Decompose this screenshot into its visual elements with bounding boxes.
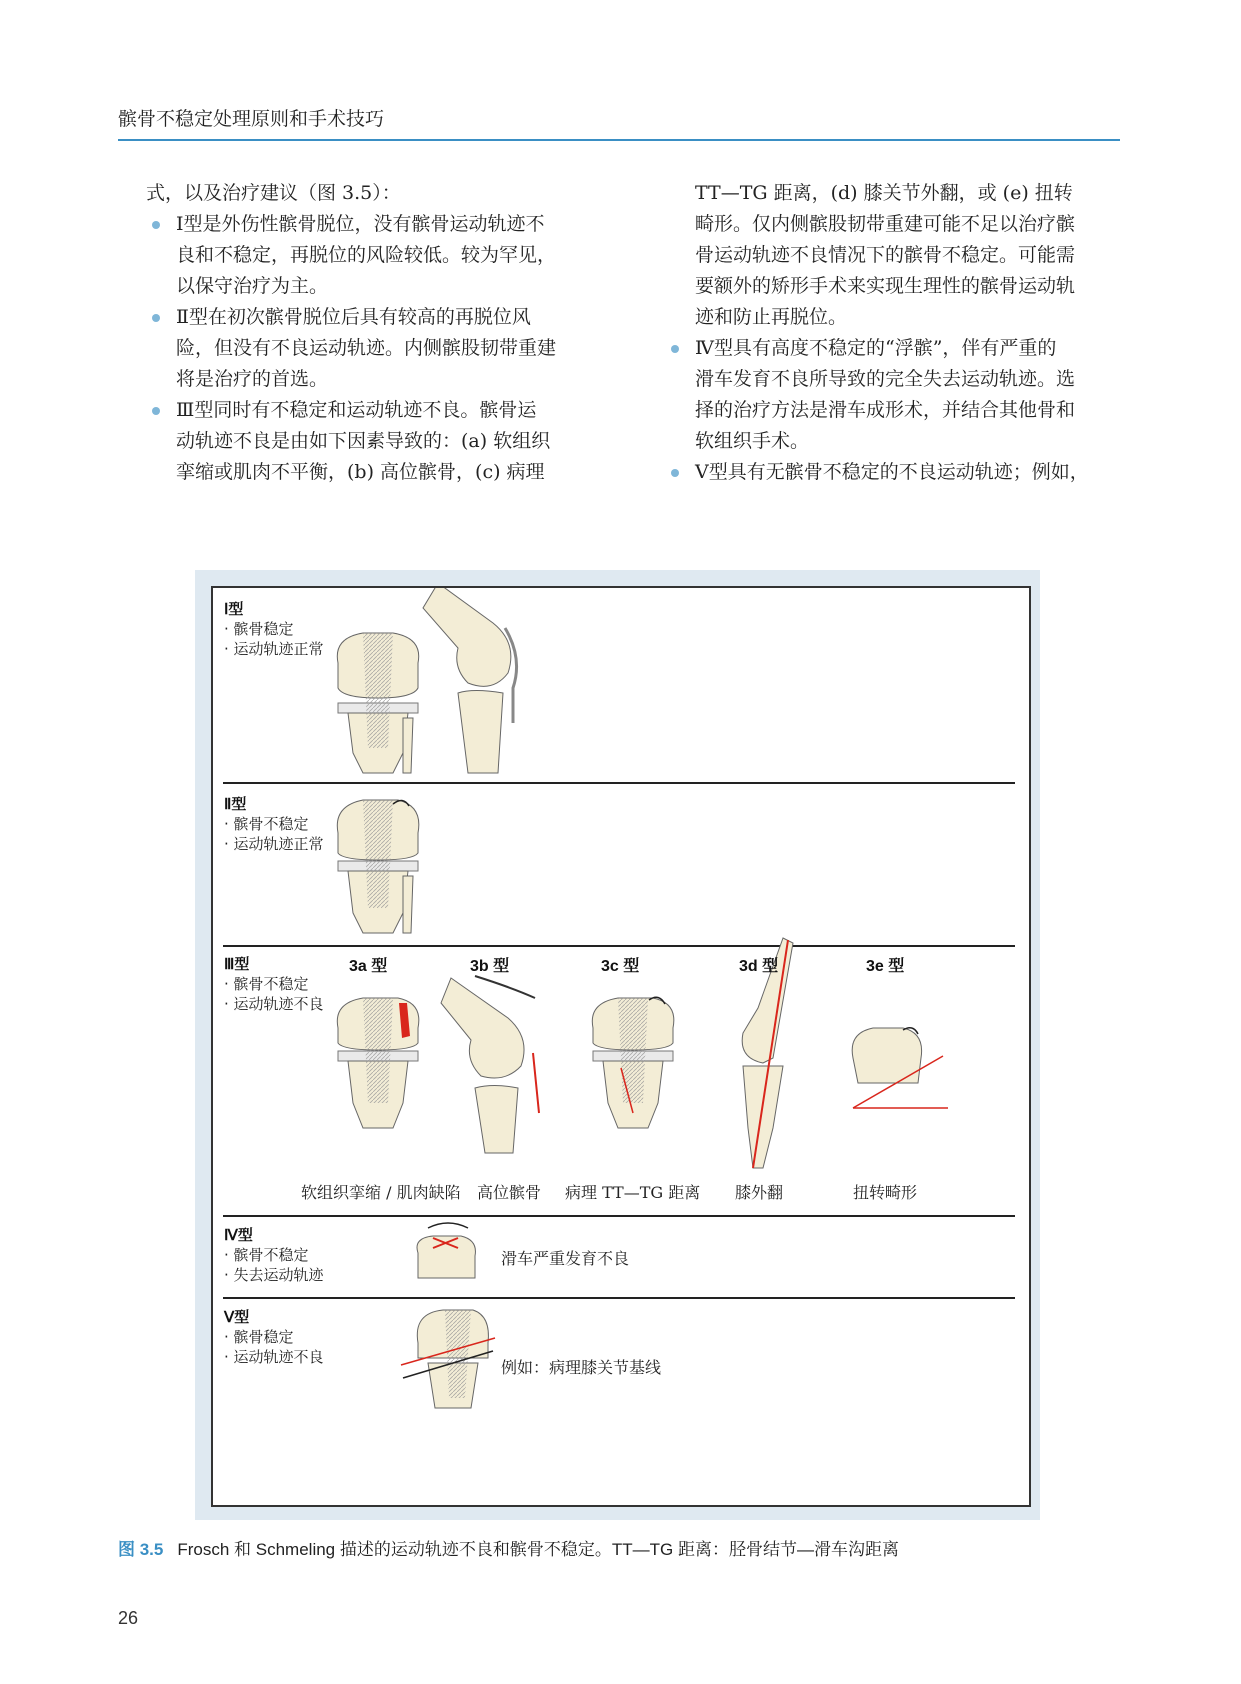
line: 要额外的矫形手术来实现生理性的髌骨运动轨: [695, 275, 1076, 297]
type3-title: Ⅲ型: [224, 956, 250, 973]
type4-item: · 失去运动轨迹: [224, 1266, 324, 1284]
type1-title: Ⅰ型: [224, 601, 244, 618]
type5-title: Ⅴ型: [224, 1309, 250, 1326]
subtype-3b-title: 3b 型: [470, 958, 510, 975]
line: TT—TG 距离，(d) 膝关节外翻，或 (e) 扭转: [695, 182, 1073, 204]
continued-paragraph: [665, 178, 1120, 333]
line: 动轨迹不良是由如下因素导致的：(a) 软组织: [176, 430, 551, 452]
type2-item: · 运动轨迹正常: [224, 835, 324, 853]
subtype-3a-label: 软组织挛缩 / 肌肉缺陷: [301, 1183, 461, 1202]
type5-note: 例如：病理膝关节基线: [501, 1358, 662, 1377]
subtype-3b-label: 高位髌骨: [477, 1183, 542, 1202]
subtype-3d-label: 膝外翻: [735, 1183, 784, 1202]
type1-frontal-knee: [337, 633, 418, 773]
type1-lateral-knee: [423, 588, 517, 773]
type4-item: · 髌骨不稳定: [224, 1246, 309, 1264]
bullet-type-1: [146, 209, 596, 302]
type4-title: Ⅳ型: [224, 1227, 253, 1244]
type3-item: · 运动轨迹不良: [224, 995, 324, 1013]
bullet-dot: [671, 469, 679, 477]
intro-line: 式，以及治疗建议（图 3.5）：: [146, 182, 401, 204]
subtype-3c-title: 3c 型: [601, 958, 640, 975]
type1-item: · 髌骨稳定: [224, 620, 294, 638]
type1-item: · 运动轨迹正常: [224, 640, 324, 658]
type3b-knee: [441, 976, 539, 1153]
line: 迹和防止再脱位。: [695, 306, 848, 328]
type3c-knee: [592, 997, 674, 1128]
header-rule: [118, 139, 1120, 141]
line: 以保守治疗为主。: [176, 275, 329, 297]
subtype-3e-title: 3e 型: [866, 958, 905, 975]
bullet-dot: [671, 345, 679, 353]
line: Ⅴ型具有无髌骨不稳定的不良运动轨迹；例如，: [695, 461, 1089, 483]
type2-item: · 髌骨不稳定: [224, 815, 309, 833]
line: Ⅲ型同时有不稳定和运动轨迹不良。髌骨运: [176, 399, 537, 421]
text-column-right: [665, 178, 1120, 488]
line: Ⅱ型在初次髌骨脱位后具有较高的再脱位风: [176, 306, 531, 328]
figure-3-5: [211, 586, 1031, 1507]
bullet-dot: [152, 407, 160, 415]
line: 软组织手术。: [695, 430, 810, 452]
type4-trochlea: [417, 1223, 475, 1278]
bullet-type-5: [665, 457, 1120, 488]
type5-knee: [401, 1310, 495, 1408]
line: 骨运动轨迹不良情况下的髌骨不稳定。可能需: [695, 244, 1076, 266]
page-number: 26: [118, 1608, 139, 1628]
caption-text: Frosch 和 Schmeling 描述的运动轨迹不良和髌骨不稳定。TT—TG 距离：胫骨结节—滑车沟距离: [177, 1540, 899, 1559]
line: 险，但没有不良运动轨迹。内侧髌股韧带重建: [176, 337, 557, 359]
line: 良和不稳定，再脱位的风险较低。较为罕见，: [176, 244, 557, 266]
line: Ⅳ型具有高度不稳定的“浮髌”，伴有严重的: [695, 337, 1057, 359]
type5-item: · 髌骨稳定: [224, 1328, 294, 1346]
running-head: 髌骨不稳定处理原则和手术技巧: [118, 108, 385, 130]
bullet-type-2: [146, 302, 596, 395]
line: 挛缩或肌肉不平衡，(b) 高位髌骨，(c) 病理: [176, 461, 545, 483]
line: 择的治疗方法是滑车成形术，并结合其他骨和: [695, 399, 1076, 421]
figure-number: 图 3.5: [118, 1540, 164, 1559]
figure-caption: [118, 1535, 899, 1560]
text-column-left: [146, 178, 596, 488]
subtype-3e-label: 扭转畸形: [853, 1183, 918, 1202]
type4-note: 滑车严重发育不良: [501, 1249, 630, 1268]
bullet-type-4: [665, 333, 1120, 457]
type5-item: · 运动轨迹不良: [224, 1348, 324, 1366]
type3e-knee: [852, 1028, 948, 1108]
bullet-dot: [152, 221, 160, 229]
subtype-3d-title: 3d 型: [739, 958, 779, 975]
subtype-3c-label: 病理 TT—TG 距离: [565, 1183, 701, 1202]
type3-item: · 髌骨不稳定: [224, 975, 309, 993]
type2-frontal-knee: [337, 800, 419, 933]
bullet-dot: [152, 314, 160, 322]
type2-title: Ⅱ型: [224, 796, 247, 813]
bullet-type-3: [146, 395, 596, 488]
type3a-knee: [337, 998, 419, 1128]
subtype-3a-title: 3a 型: [349, 958, 388, 975]
line: Ⅰ型是外伤性髌骨脱位，没有髌骨运动轨迹不: [176, 213, 545, 235]
line: 滑车发育不良所导致的完全失去运动轨迹。选: [695, 368, 1076, 390]
line: 将是治疗的首选。: [176, 368, 329, 390]
line: 畸形。仅内侧髌股韧带重建可能不足以治疗髌: [695, 213, 1076, 235]
